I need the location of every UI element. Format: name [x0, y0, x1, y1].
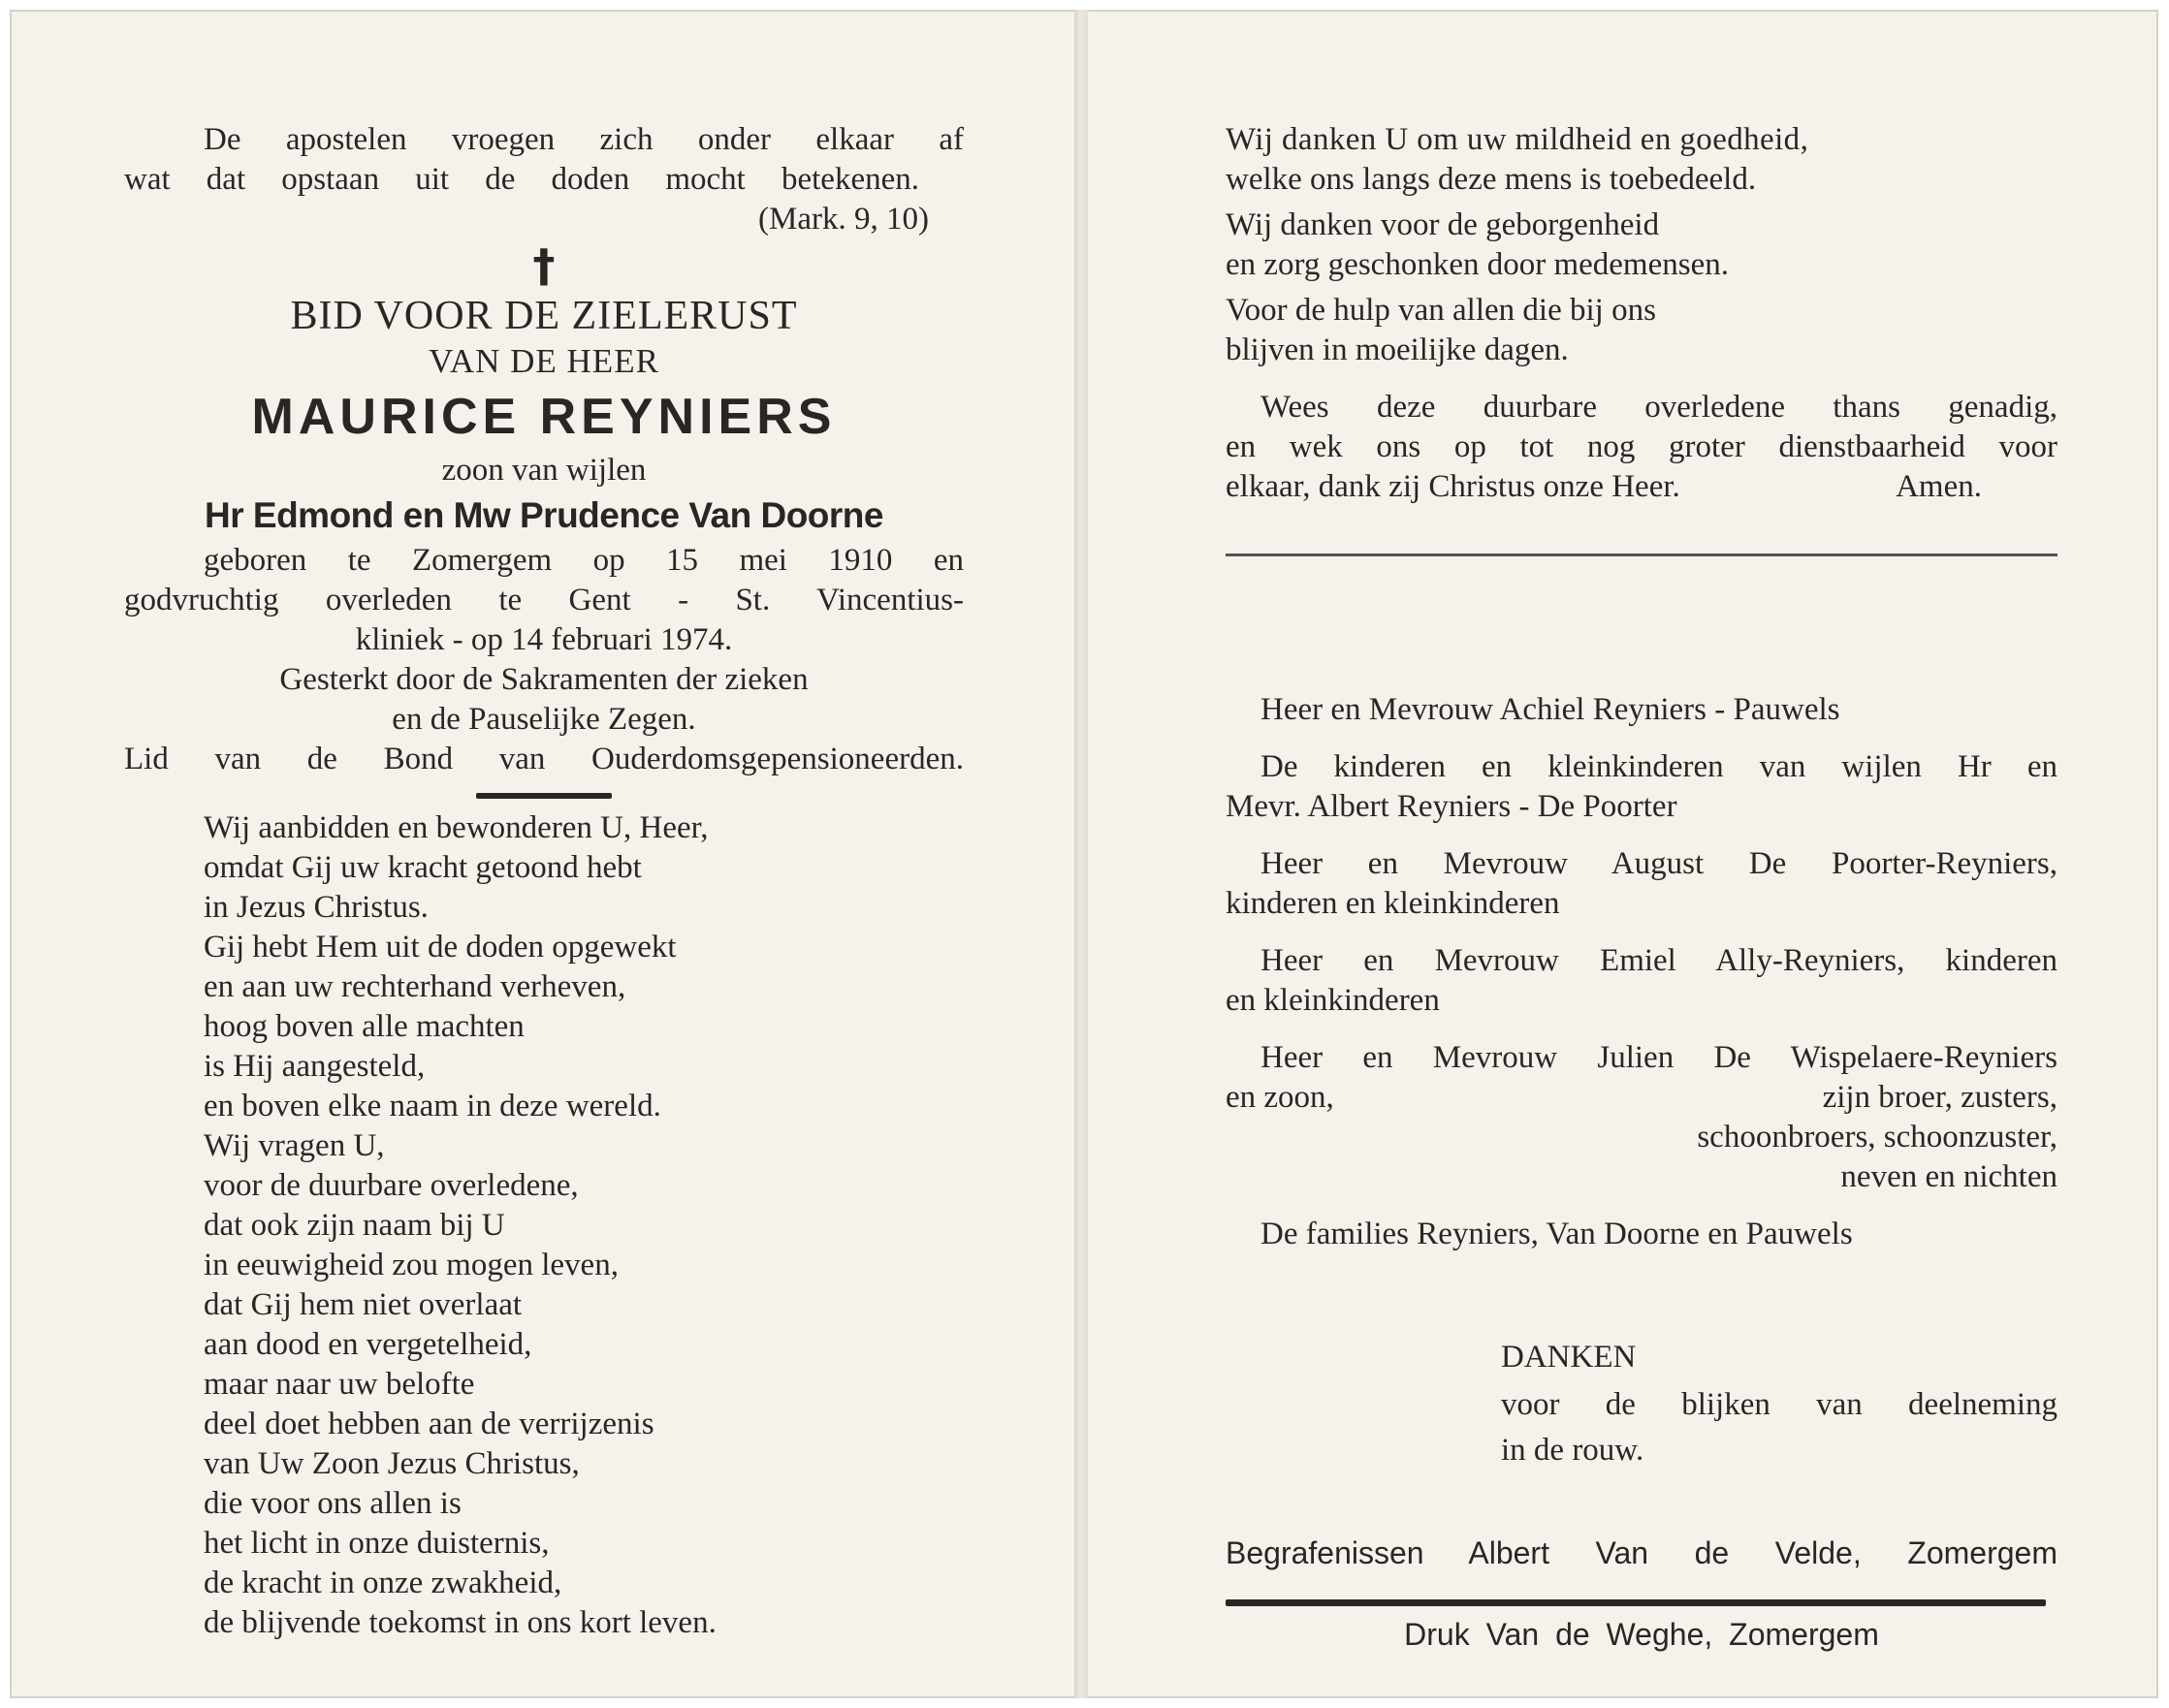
prayer-line: dat Gij hem niet overlaat	[204, 1287, 523, 1322]
prayer-line: voor de duurbare overledene,	[204, 1168, 579, 1203]
family-line: zijn broer, zusters,	[1822, 1080, 2057, 1115]
thanks-title: DANKEN	[1501, 1340, 1637, 1375]
prayer-line: in eeuwigheid zou mogen leven,	[204, 1248, 619, 1282]
prayer-line: Wij danken voor de geborgenheid	[1226, 207, 1660, 242]
family-line: Mevr. Albert Reyniers - De Poorter	[1226, 789, 1677, 824]
amen-text: Amen.	[1896, 469, 1982, 504]
family-line: Heer en Mevrouw August De Poorter-Reyniers,	[1260, 846, 2057, 881]
prayer-line: in Jezus Christus.	[204, 890, 429, 925]
cross-icon: †	[532, 239, 556, 292]
prayer-line: deel doet hebben aan de verrijzenis	[204, 1407, 654, 1441]
bio-line: Gesterkt door de Sakramenten der zieken	[279, 662, 809, 697]
family-line: Heer en Mevrouw Achiel Reyniers - Pauwels	[1260, 692, 1840, 727]
family-line: en zoon,	[1226, 1080, 1334, 1115]
prayer-line: omdat Gij uw kracht getoond hebt	[204, 850, 642, 885]
family-line: Heer en Mevrouw Julien De Wispelaere-Reyniers	[1260, 1040, 2057, 1075]
prayer-line: Gij hebt Hem uit de doden opgewekt	[204, 930, 677, 965]
printer-credit	[1226, 1615, 2057, 1655]
family-line-split	[1226, 1078, 2057, 1118]
prayer-line: dat ook zijn naam bij U	[204, 1208, 505, 1243]
prayer-line: hoog boven alle machten	[204, 1009, 525, 1044]
family-entry	[1226, 844, 2057, 924]
prayer-line: het licht in onze duisternis,	[204, 1526, 550, 1561]
family-entry	[1226, 941, 2057, 1021]
prayer-line: Wij aanbidden en bewonderen U, Heer,	[204, 810, 709, 845]
card-fold	[1074, 10, 1088, 1698]
family-entry	[1226, 1038, 2057, 1197]
prayer-line: welke ons langs deze mens is toebedeeld.	[1226, 162, 1757, 197]
prayer-line: de blijvende toekomst in ons kort leven.	[204, 1605, 717, 1640]
prayer-line: blijven in moeilijke dagen.	[1226, 332, 1569, 367]
prayer-line: en boven elke naam in deze wereld.	[204, 1089, 661, 1123]
prayer-line: maar naar uw belofte	[204, 1367, 475, 1402]
prayer-line: en wek ons op tot nog groter dienstbaarheid voor	[1226, 429, 2057, 464]
prayer-text-right	[1226, 120, 2057, 507]
epigraph-line: De apostelen vroegen zich onder elkaar af	[204, 122, 964, 157]
bio-line: kliniek - op 14 februari 1974.	[355, 622, 733, 657]
family-line: De families Reyniers, Van Doorne en Pauwels	[1260, 1217, 1853, 1251]
family-entry	[1226, 1215, 2057, 1254]
prayer-line: en zorg geschonken door medemensen.	[1226, 247, 1729, 282]
epigraph	[124, 120, 964, 239]
thanks-line: voor de blijken van deelneming	[1501, 1387, 2057, 1422]
prayer-line: elkaar, dank zij Christus onze Heer.	[1226, 469, 1680, 504]
prayer-line: Wees deze duurbare overledene thans genadig,	[1260, 390, 2057, 425]
undertaker-credit: Begrafenissen Albert Van de Velde, Zomergem	[1226, 1535, 2057, 1570]
parents-names: Hr Edmond en Mw Prudence Van Doorne	[205, 495, 883, 535]
prayer-line: de kracht in onze zwakheid,	[204, 1566, 562, 1600]
family-line: en kleinkinderen	[1226, 983, 1440, 1018]
epigraph-line: wat dat opstaan uit de doden mocht betekenen.	[124, 162, 919, 197]
right-column	[1226, 120, 2057, 556]
bio-line: en de Pauselijke Zegen.	[392, 702, 696, 737]
family-line: De kinderen en kleinkinderen van wijlen Hr en	[1260, 749, 2057, 784]
prayer-line: en aan uw rechterhand verheven,	[204, 969, 626, 1004]
separator-rule	[1226, 1599, 2046, 1606]
family-line: neven en nichten	[1840, 1159, 2057, 1194]
family-list	[1226, 690, 2057, 1272]
separator-rule	[476, 793, 612, 799]
family-line: kinderen en kleinkinderen	[1226, 886, 1560, 921]
family-entry	[1226, 690, 2057, 730]
prayer-line-final	[1226, 467, 1982, 507]
bio-line: geboren te Zomergem op 15 mei 1910 en	[204, 543, 964, 578]
prayer-line: die voor ons allen is	[204, 1486, 462, 1521]
son-of-label: zoon van wijlen	[441, 453, 647, 488]
separator-rule	[1226, 554, 2057, 556]
biography	[124, 541, 964, 779]
prayer-line: van Uw Zoon Jezus Christus,	[204, 1446, 580, 1481]
thanks-block	[1501, 1338, 2057, 1471]
prayer-line: aan dood en vergetelheid,	[204, 1327, 532, 1362]
epigraph-reference: (Mark. 9, 10)	[758, 202, 929, 237]
thanks-line: in de rouw.	[1501, 1433, 1644, 1468]
prayer-heading: BID VOOR DE ZIELERUST	[290, 294, 798, 338]
sub-heading: VAN DE HEER	[429, 342, 659, 380]
bio-line: Lid van de Bond van Ouderdomsgepensioneerden.	[124, 742, 964, 776]
family-line: Heer en Mevrouw Emiel Ally-Reyniers, kinderen	[1260, 943, 2057, 978]
family-entry	[1226, 747, 2057, 827]
left-column	[124, 120, 964, 1643]
prayer-line: Wij danken U om uw mildheid en goedheid,	[1226, 122, 1809, 157]
prayer-text-left	[204, 808, 964, 1643]
family-line: schoonbroers, schoonzuster,	[1697, 1120, 2057, 1154]
prayer-line: is Hij aangesteld,	[204, 1049, 426, 1084]
bio-line: godvruchtig overleden te Gent - St. Vincentius-	[124, 583, 964, 617]
deceased-name: MAURICE REYNIERS	[251, 389, 837, 445]
prayer-line: Voor de hulp van allen die bij ons	[1226, 293, 1656, 328]
printer-text: Druk Van de Weghe, Zomergem	[1404, 1617, 1879, 1652]
prayer-line: Wij vragen U,	[204, 1128, 385, 1163]
